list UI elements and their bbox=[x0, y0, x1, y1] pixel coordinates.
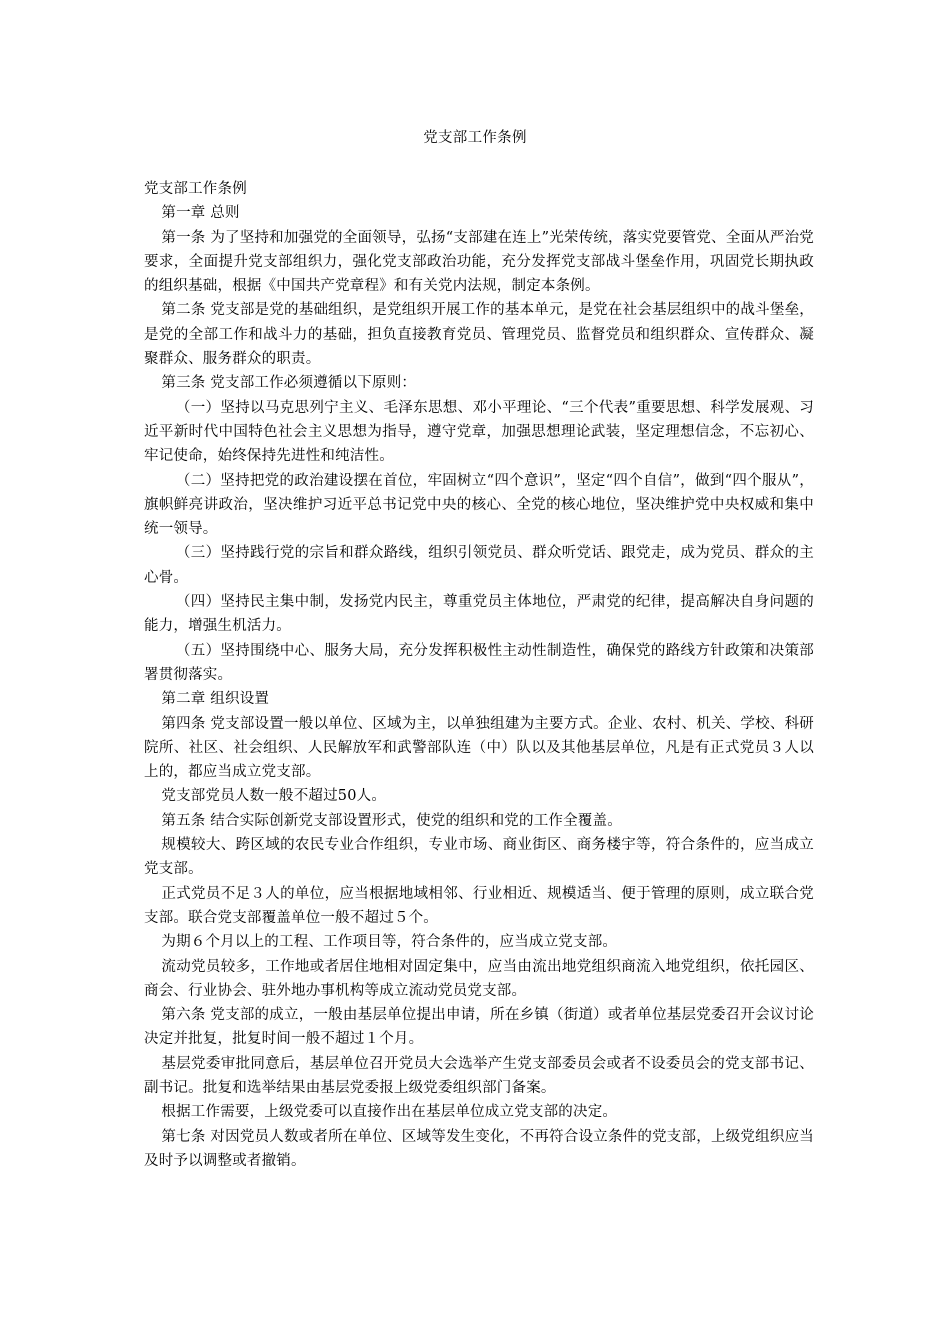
paragraph: 第三条 党支部工作必须遵循以下原则： bbox=[161, 375, 417, 392]
paragraph: 第六条 党支部的成立，一般由基层单位提出申请，所在乡镇（街道）或者单位基层党委召开会议讨论决定并批复，批复时间一般不超过１个月。 bbox=[144, 1007, 814, 1048]
paragraph: 为期６个月以上的工程、工作项目等，符合条件的，应当成立党支部。 bbox=[161, 934, 618, 951]
paragraph: （一）坚持以马克思列宁主义、毛泽东思想、邓小平理论、“三个代表”重要思想、科学发展观、习近平新时代中国特色社会主义思想为指导，遵守党章，加强思想理论武装，坚定理想信念，不忘初心、牢记使命，始终保持先进性和纯洁性。 bbox=[144, 399, 814, 465]
paragraph: 规模较大、跨区域的农民专业合作组织，专业市场、商业街区、商务楼宇等，符合条件的，应当成立党支部。 bbox=[144, 837, 814, 878]
page-title: 党支部工作条例 bbox=[423, 130, 527, 146]
paragraph: （三）坚持践行党的宗旨和群众路线，组织引领党员、群众听党话、跟党走，成为党员、群众的主心骨。 bbox=[144, 545, 814, 586]
paragraph: 基层党委审批同意后，基层单位召开党员大会选举产生党支部委员会或者不设委员会的党支部书记、副书记。批复和选举结果由基层党委报上级党委组织部门备案。 bbox=[144, 1055, 814, 1096]
paragraph: 第二章 组织设置 bbox=[161, 691, 270, 708]
paragraph: 第一条 为了坚持和加强党的全面领导，弘扬“支部建在连上”光荣传统，落实党要管党、全面从严治党要求，全面提升党支部组织力，强化党支部政治功能，充分发挥党支部战斗堡垒作用，巩固党长期执政的组织基础，根据《中国共产党章程》和有关党内法规，制定本条例。 bbox=[144, 229, 814, 295]
paragraph: 流动党员较多，工作地或者居住地相对固定集中，应当由流出地党组织商流入地党组织，依托园区、商会、行业协会、驻外地办事机构等成立流动党员党支部。 bbox=[144, 958, 814, 999]
paragraph: 党支部党员人数一般不超过50人。 bbox=[161, 788, 387, 805]
paragraph: （二）坚持把党的政治建设摆在首位，牢固树立“四个意识”，坚定“四个自信”，做到“四个服从”，旗帜鲜亮讲政治，坚决维护习近平总书记党中央的核心、全党的核心地位，坚决维护党中央权威和集中统一领导。 bbox=[144, 472, 814, 538]
paragraph: 第一章 总则 bbox=[161, 205, 240, 222]
paragraph: 正式党员不足３人的单位，应当根据地域相邻、行业相近、规模适当、便于管理的原则，成立联合党支部。联合党支部覆盖单位一般不超过５个。 bbox=[144, 885, 814, 926]
paragraph: 第七条 对因党员人数或者所在单位、区域等发生变化，不再符合设立条件的党支部，上级党组织应当及时予以调整或者撤销。 bbox=[144, 1128, 814, 1169]
paragraph: 第二条 党支部是党的基础组织，是党组织开展工作的基本单元，是党在社会基层组织中的战斗堡垒，是党的全部工作和战斗力的基础，担负直接教育党员、管理党员、监督党员和组织群众、宣传群众、凝聚群众、服务群众的职责。 bbox=[144, 302, 814, 368]
paragraph: 第五条 结合实际创新党支部设置形式，使党的组织和党的工作全覆盖。 bbox=[161, 812, 622, 829]
document-body bbox=[144, 177, 814, 1173]
paragraph: 根据工作需要，上级党委可以直接作出在基层单位成立党支部的决定。 bbox=[161, 1104, 618, 1121]
paragraph: （四）坚持民主集中制，发扬党内民主，尊重党员主体地位，严肃党的纪律，提高解决自身问题的能力，增强生机活力。 bbox=[144, 594, 814, 635]
paragraph: （五）坚持围绕中心、服务大局，充分发挥积极性主动性制造性，确保党的路线方针政策和决策部署贯彻落实。 bbox=[144, 642, 814, 683]
document-heading: 党支部工作条例 bbox=[144, 181, 247, 197]
paragraph: 第四条 党支部设置一般以单位、区域为主，以单独组建为主要方式。企业、农村、机关、学校、科研院所、社区、社会组织、人民解放军和武警部队连（中）队以及其他基层单位，凡是有正式党员３人以上的，都应当成立党支部。 bbox=[144, 715, 814, 781]
